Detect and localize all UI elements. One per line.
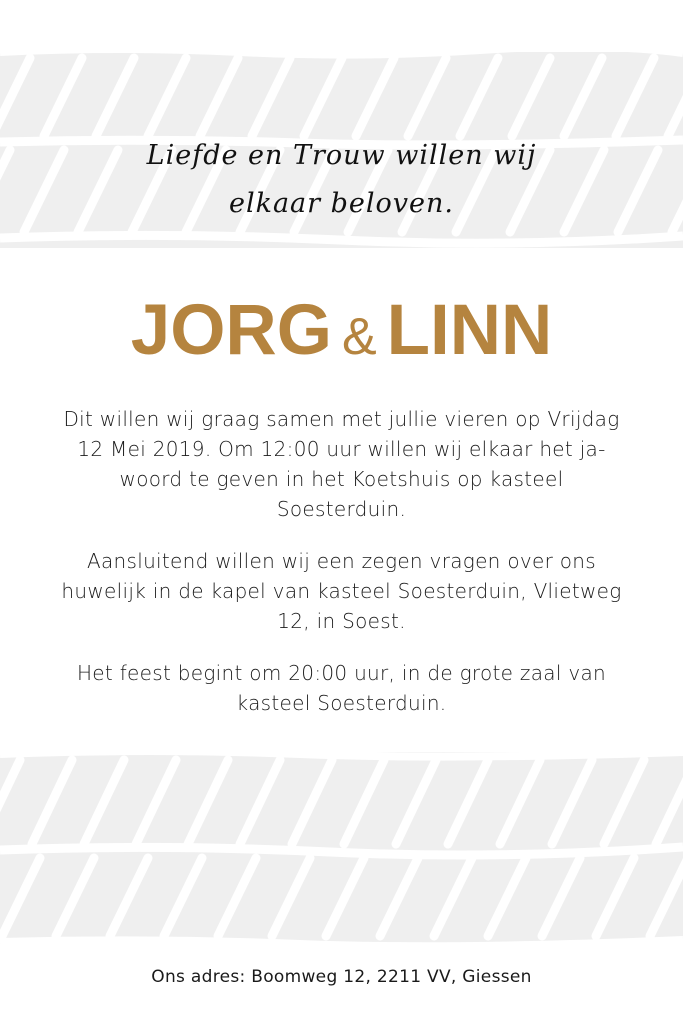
invitation-body — [60, 404, 623, 740]
chevron-pattern-bottom-svg — [0, 748, 683, 948]
name-second: LINN — [386, 291, 553, 370]
paragraph-party: Het feest begint om 20:00 uur, in de grote zaal van kasteel Soesterduin. — [76, 661, 607, 715]
quote-line-1: Liefde en Trouw willen wij — [146, 140, 537, 171]
paragraph-blessing: Aansluitend willen wij een zegen vragen over ons huwelijk in de kapel van kasteel Soesterduin, Vlietweg 12, in Soest. — [61, 549, 622, 633]
bottom-chevron-pattern — [0, 748, 683, 948]
paragraph-ceremony: Dit willen wij graag samen met jullie vieren op Vrijdag 12 Mei 2019. Om 12:00 uur willen wij elkaar het ja-woord te geven in het Koetshuis op kasteel Soesterduin. — [63, 407, 620, 521]
address-line: Ons adres: Boomweg 12, 2211 VV, Giessen — [151, 967, 532, 987]
couple-names — [0, 286, 683, 382]
quote-line-2: elkaar beloven. — [228, 188, 454, 219]
script-quote — [0, 132, 683, 228]
name-first: JORG — [130, 291, 332, 370]
ampersand: & — [341, 308, 377, 366]
